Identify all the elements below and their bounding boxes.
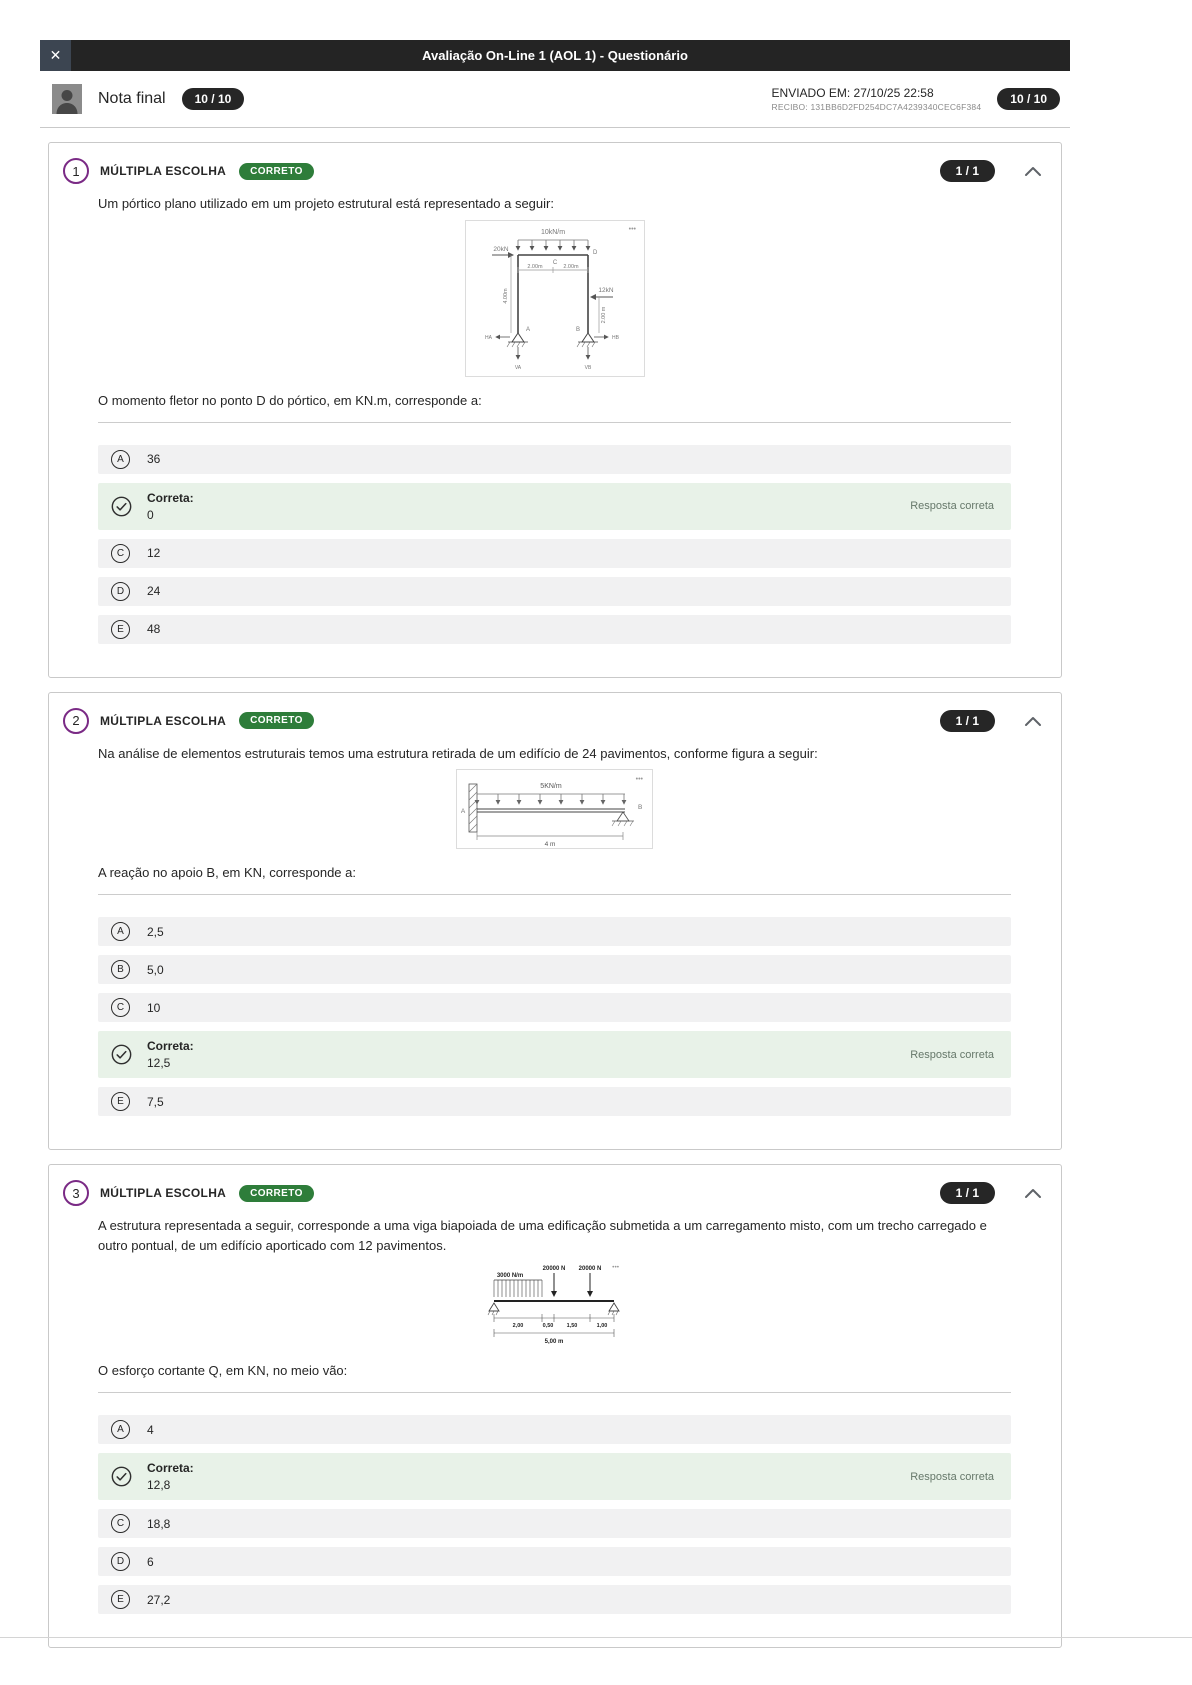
submission-info [772,86,982,112]
option-letter: E [111,1092,130,1111]
support-a-label: A [460,808,466,815]
total-score-badge: 10 / 10 [997,88,1060,110]
option-text: 5,0 [147,962,164,977]
option-text: 4 [147,1422,154,1437]
correct-answer-row [98,483,1011,530]
question-card-1 [48,142,1062,678]
cantilever-beam-diagram [457,770,652,848]
grade-header [40,71,1070,128]
answer-option-b [98,955,1011,984]
figure-frame [486,1261,623,1347]
dim3-label: 1,50 [566,1323,578,1329]
option-letter: A [111,922,130,941]
receipt-number: RECIBO: 131BB6D2FD254DC7A4239340CEC6F384 [771,102,982,112]
answer-option-a [98,917,1011,946]
support-a-label: A [525,326,530,333]
question-text: O esforço cortante Q, em KN, no meio vão: [98,1363,348,1378]
divider [98,422,1011,423]
option-letter: B [111,960,130,979]
dim4-label: 1,00 [596,1323,608,1329]
page-bottom-divider [0,1637,1192,1638]
height-right-label: 2.00 m [600,306,607,323]
collapse-question-button[interactable] [1023,1186,1043,1200]
figure-menu-dots: ••• [612,1264,619,1271]
question-header [49,693,1061,734]
submitted-at: ENVIADO EM: 27/10/25 22:58 [771,86,934,100]
divider [98,894,1011,895]
close-button[interactable] [40,40,71,71]
final-grade-badge: 10 / 10 [182,88,245,110]
figure-menu-dots: ••• [635,776,643,783]
support-b-label: B [575,326,580,333]
height-left-label: 4.00m [502,287,509,304]
answer-option-d [98,577,1011,606]
chevron-up-icon [1025,716,1041,726]
question-card-2 [48,692,1062,1151]
option-letter: A [111,450,130,469]
option-text: 7,5 [147,1094,164,1109]
answer-option-e [98,615,1011,644]
question-number: 1 [63,158,89,184]
reaction-vb-label: VB [584,364,591,371]
question-header [49,1165,1061,1206]
correct-answer-note: Resposta correta [910,500,994,512]
option-letter: D [111,1552,130,1571]
chevron-up-icon [1025,166,1041,176]
question-type-label: MÚLTIPLA ESCOLHA [100,164,227,178]
points-badge: 1 / 1 [940,160,995,182]
option-text: 36 [147,452,161,466]
question-prompt: Um pórtico plano utilizado em um projeto estrutural está representado a seguir: [98,196,554,211]
figure-menu-dots: ••• [628,225,636,233]
distributed-load-label: 5KN/m [540,783,562,790]
assessment-title: Avaliação On-Line 1 (AOL 1) - Questionário [422,48,688,63]
option-letter: D [111,582,130,601]
check-icon [111,1044,132,1065]
answer-option-a [98,1415,1011,1444]
node-c-label: C [552,259,557,266]
answer-option-e [98,1087,1011,1116]
distributed-load-label: 3000 N/m [496,1273,524,1279]
question-number: 2 [63,708,89,734]
question-type-label: MÚLTIPLA ESCOLHA [100,1186,227,1200]
chevron-up-icon [1025,1188,1041,1198]
answer-option-d [98,1547,1011,1576]
figure-frame [465,220,645,377]
question-type-label: MÚLTIPLA ESCOLHA [100,713,227,728]
option-text: 6 [147,1554,154,1569]
option-text: 48 [147,622,161,636]
correct-status-badge: CORRETO [239,712,314,729]
option-letter: C [111,544,130,563]
top-load-label: 10kN/m [540,228,565,236]
answer-option-c [98,539,1011,568]
option-text: 12 [147,546,161,560]
node-d-label: D [592,249,597,256]
avatar [52,84,82,114]
question-prompt: A estrutura representada a seguir, corresponde a uma viga biapoiada de uma edificação submetida a um carregamento misto, com um trecho carregado e outro pontual, de um edifício aporticado com 12 pavimentos. [98,1218,987,1253]
figure-frame [456,769,653,849]
correct-answer-row [98,1031,1011,1078]
option-text: 10 [147,1000,161,1015]
option-text: 18,8 [147,1516,171,1531]
points-badge: 1 / 1 [940,1182,995,1204]
answer-option-c [98,1509,1011,1538]
right-load-label: 12kN [597,286,614,294]
question-number: 3 [63,1180,89,1206]
span-label: 4 m [544,841,556,848]
left-load-label: 20kN [492,245,509,253]
answer-option-a [98,445,1011,474]
question-prompt: Na análise de elementos estruturais temos uma estrutura retirada de um edifício de 24 pavimentos, conforme figura a seguir: [98,745,818,761]
option-letter: E [111,1590,130,1609]
total-span-label: 5,00 m [544,1339,564,1345]
correct-label: Correta: [147,1039,194,1053]
final-grade-label: Nota final [98,90,166,107]
correct-answer-value: 0 [147,507,154,522]
divider [98,1392,1011,1393]
dim2-label: 0,50 [542,1323,554,1329]
option-letter: C [111,1514,130,1533]
option-text: 27,2 [147,1592,171,1607]
check-icon [111,496,132,517]
point-load1-label: 20000 N [542,1266,566,1272]
option-letter: A [111,1420,130,1439]
points-badge: 1 / 1 [940,710,995,732]
span2-label: 2.00m [562,263,579,270]
question-text: A reação no apoio B, em KN, corresponde a: [98,865,356,880]
correct-label: Correta: [147,490,194,505]
correct-answer-row [98,1453,1011,1500]
dim1-label: 2,00 [512,1323,524,1329]
question-header [49,143,1061,184]
frame-structure-diagram [466,221,644,376]
user-icon [52,84,82,114]
point-load2-label: 20000 N [578,1266,602,1272]
option-text: 2,5 [147,924,164,939]
correct-label: Correta: [147,1461,194,1475]
span1-label: 2.00m [526,263,543,270]
close-icon: ✕ [49,47,62,63]
assessment-title-bar [40,40,1070,71]
correct-answer-value: 12,5 [147,1056,171,1070]
collapse-question-button[interactable] [1023,714,1043,728]
correct-status-badge: CORRETO [239,163,314,180]
simply-supported-beam-diagram [486,1261,623,1347]
question-card-3 [48,1164,1062,1648]
answer-option-e [98,1585,1011,1614]
reaction-ha-label: HA [484,334,492,341]
reaction-hb-label: HB [611,334,619,341]
reaction-va-label: VA [514,364,521,371]
content-viewport [40,40,1070,1607]
correct-answer-note: Resposta correta [910,1048,994,1061]
correct-answer-note: Resposta correta [910,1470,994,1483]
correct-status-badge: CORRETO [239,1185,314,1202]
question-text: O momento fletor no ponto D do pórtico, em KN.m, corresponde a: [98,392,482,408]
answer-option-c [98,993,1011,1022]
option-text: 24 [147,584,161,598]
collapse-question-button[interactable] [1023,164,1043,178]
correct-answer-value: 12,8 [147,1478,171,1492]
check-icon [111,1466,132,1487]
option-letter: C [111,998,130,1017]
support-b-label: B [638,804,643,811]
option-letter: E [111,620,130,639]
